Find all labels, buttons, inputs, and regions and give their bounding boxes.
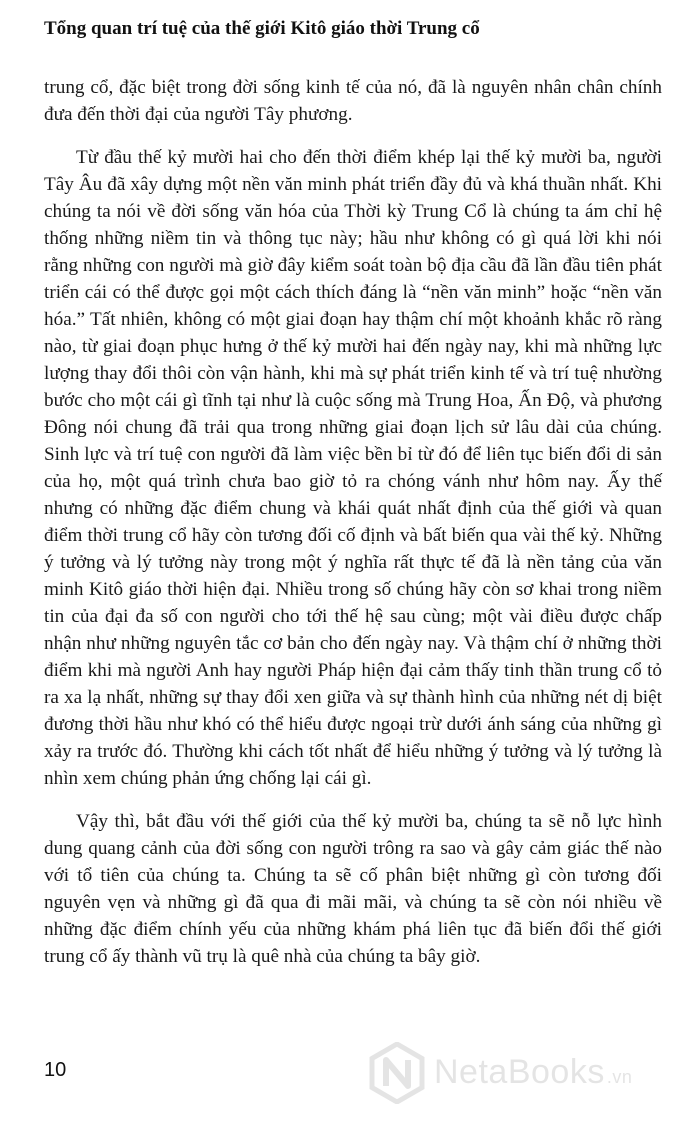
- paragraph: Từ đầu thế kỷ mười hai cho đến thời điểm khép lại thế kỷ mười ba, người Tây Âu đã xây dựng một nền văn minh phát triển đầy đủ và khá thuần nhất. Khi chúng ta nói về đời sống văn hóa của Thời kỳ Trung Cổ là chúng ta ám chỉ hệ thống những niềm tin và thông tục này; hầu như không có gì quá lời khi nói rằng những con người mà giờ đây kiểm soát toàn bộ địa cầu đã lần đầu tiên phát triển cái có thể được gọi một cách thích đáng là “nền văn minh” hoặc “nền văn hóa.” Tất nhiên, không có một giai đoạn hay thậm chí một khoảnh khắc rõ ràng nào, từ giai đoạn phục hưng ở thế kỷ mười hai đến ngày nay, khi mà những lực lượng thay đổi thôi còn vận hành, khi mà sự phát triển kinh tế và trí tuệ nhường bước cho một cái gì tĩnh tại như là cuộc sống mà Trung Hoa, Ấn Độ, và phương Đông nói chung đã trải qua trong những giai đoạn lịch sử lâu dài của chúng. Sinh lực và trí tuệ con người đã làm việc bền bỉ từ đó để liên tục biến đổi di sản của họ, một quá trình chưa bao giờ tỏ ra chóng vánh như hôm nay. Ấy thế nhưng có những đặc điểm chung và khái quát nhất định của thế giới và quan điểm thời trung cổ hãy còn tương đối cố định và bất biến qua vài thế kỷ. Những ý tưởng và lý tưởng này trong một ý nghĩa rất thực tế đã là nền tảng của văn minh Kitô giáo thời hiện đại. Nhiều trong số chúng hãy còn sơ khai trong niềm tin của đại đa số con người cho tới thế hệ sau cùng; một vài điều được chấp nhận như những nguyên tắc cơ bản cho đến ngày nay. Và thậm chí ở những thời điểm khi mà người Anh hay người Pháp hiện đại cảm thấy tinh thần trung cổ tỏ ra xa lạ nhất, những sự thay đổi xen giữa và sự thành hình của những nét dị biệt đương thời hầu như khó có thể hiểu được ngoại trừ dưới ánh sáng của những gì xảy ra trước đó. Thường khi cách tốt nhất để hiểu những ý tưởng và lý tưởng là nhìn xem chúng phản ứng chống lại cái gì.: [44, 147, 662, 789]
- watermark-brand: NetaBooks: [434, 1053, 605, 1091]
- netabooks-logo-icon: [366, 1042, 428, 1104]
- body-text: [44, 74, 662, 970]
- watermark: [366, 1040, 696, 1114]
- running-header: Tổng quan trí tuệ của thế giới Kitô giáo thời Trung cổ: [44, 18, 480, 39]
- watermark-text: [434, 1052, 632, 1097]
- paragraph: Vậy thì, bắt đầu với thế giới của thế kỷ mười ba, chúng ta sẽ nỗ lực hình dung quang cảnh của đời sống con người trông ra sao và gây cảm giác thế nào với tổ tiên của chúng ta. Chúng ta sẽ cố phân biệt những gì còn tương đối nguyên vẹn và những gì đã qua đi mãi mãi, và chúng ta sẽ còn nói nhiều về những đặc điểm chính yếu của những khám phá liên tục đã biến đổi thế giới trung cổ ấy thành vũ trụ là quê nhà của chúng ta bây giờ.: [44, 811, 662, 967]
- paragraph-continuation: trung cổ, đặc biệt trong đời sống kinh tế của nó, đã là nguyên nhân chân chính đưa đến thời đại của người Tây phương.: [44, 77, 662, 125]
- page-number: 10: [44, 1059, 67, 1081]
- watermark-suffix: .vn: [606, 1067, 633, 1087]
